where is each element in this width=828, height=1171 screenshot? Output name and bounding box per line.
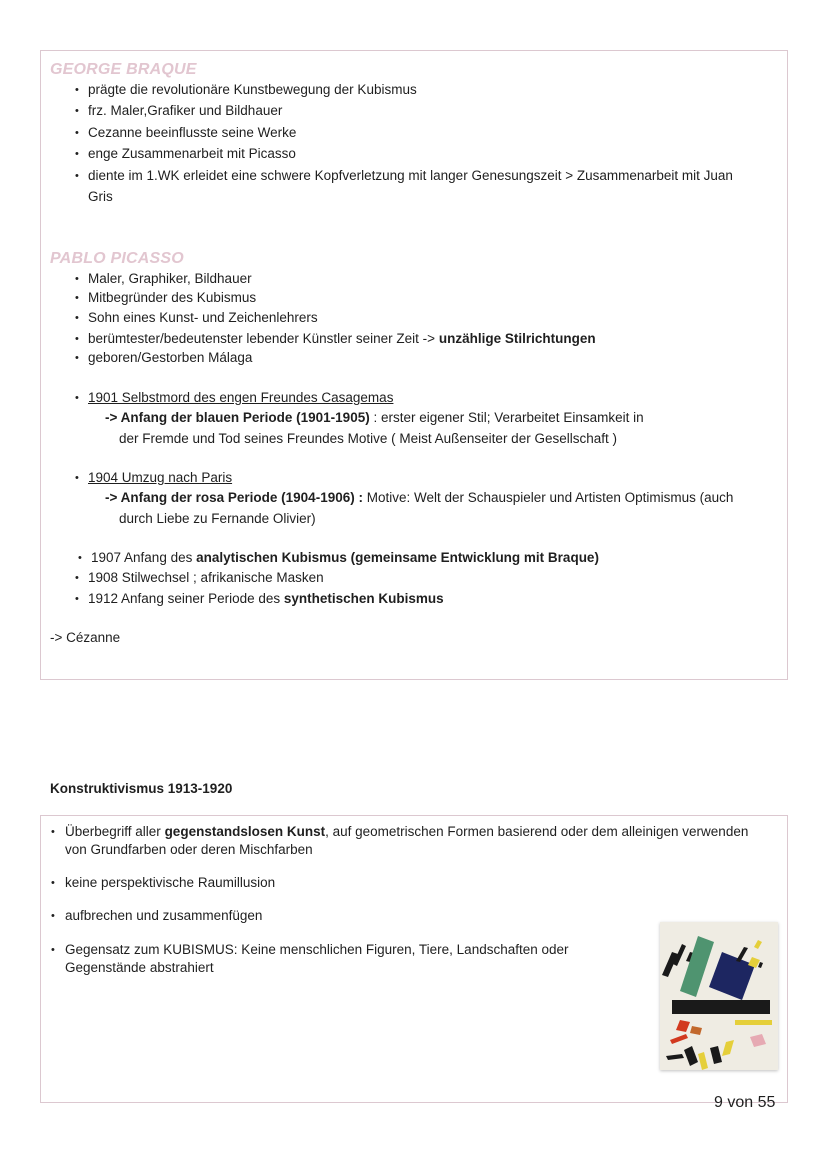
picasso-heading: PABLO PICASSO (50, 250, 184, 267)
picasso-blue-period-cont: der Fremde und Tod seines Freundes Motive ( Meist Außenseiter der Gesellschaft ) (119, 431, 617, 446)
konstruktivismus-title: Konstruktivismus 1913-1920 (50, 781, 233, 796)
cezanne-note: -> Cézanne (50, 630, 121, 645)
picasso-item-born: • geboren/Gestorben Málaga (88, 349, 252, 367)
braque-item-5-cont: Gris (88, 189, 113, 204)
konstruktivismus-item-4: • Gegensatz zum KUBISMUS: Keine menschlichen Figuren, Tiere, Landschaften oder Gegenstände abstrahiert (65, 941, 775, 977)
konstruktivismus-item-2: • keine perspektivische Raumillusion (65, 874, 775, 892)
braque-item-3: • Cezanne beeinflusste seine Werke (88, 124, 296, 142)
picasso-1904: • 1904 Umzug nach Paris (88, 469, 232, 487)
braque-heading: GEORGE BRAQUE (50, 61, 197, 78)
picasso-rose-period-cont: durch Liebe zu Fernande Olivier) (119, 511, 316, 526)
page-number: 9 von 55 (714, 1094, 776, 1111)
braque-item-5: • diente im 1.WK erleidet eine schwere Kopfverletzung mit langer Genesungszeit > Zusammenarbeit mit Juan (88, 167, 733, 185)
picasso-blue-period: -> Anfang der blauen Periode (1901-1905) : erster eigener Stil; Verarbeitet Einsamkeit in (105, 410, 644, 425)
konstruktivismus-item-3: • aufbrechen und zusammenfügen (65, 907, 775, 925)
konstruktivismus-item-1: • Überbegriff aller gegenstandslosen Kunst, auf geometrischen Formen basierend oder dem alleinigen verwenden von Grundfarben oder deren Mischfarben (65, 823, 775, 859)
braque-item-1: • prägte die revolutionäre Kunstbewegung der Kubismus (88, 81, 417, 99)
picasso-item-famous: • berümtester/bedeutenster lebender Künstler seiner Zeit -> unzählige Stilrichtungen (88, 330, 596, 348)
picasso-item-1: • Maler, Graphiker, Bildhauer (88, 270, 252, 288)
picasso-1908: • 1908 Stilwechsel ; afrikanische Masken (88, 569, 324, 587)
picasso-item-2: • Mitbegründer des Kubismus (88, 289, 256, 307)
picasso-item-3: • Sohn eines Kunst- und Zeichenlehrers (88, 309, 318, 327)
suprematist-painting (660, 922, 778, 1070)
picasso-1912: • 1912 Anfang seiner Periode des synthetischen Kubismus (88, 590, 444, 608)
braque-item-4: • enge Zusammenarbeit mit Picasso (88, 145, 296, 163)
picasso-1901: • 1901 Selbstmord des engen Freundes Casagemas (88, 389, 393, 407)
picasso-1907: • 1907 Anfang des analytischen Kubismus (gemeinsame Entwicklung mit Braque) (91, 549, 599, 567)
picasso-rose-period: -> Anfang der rosa Periode (1904-1906) : Motive: Welt der Schauspieler und Artisten Optimismus (auch (105, 490, 734, 505)
braque-item-2: • frz. Maler,Grafiker und Bildhauer (88, 102, 282, 120)
